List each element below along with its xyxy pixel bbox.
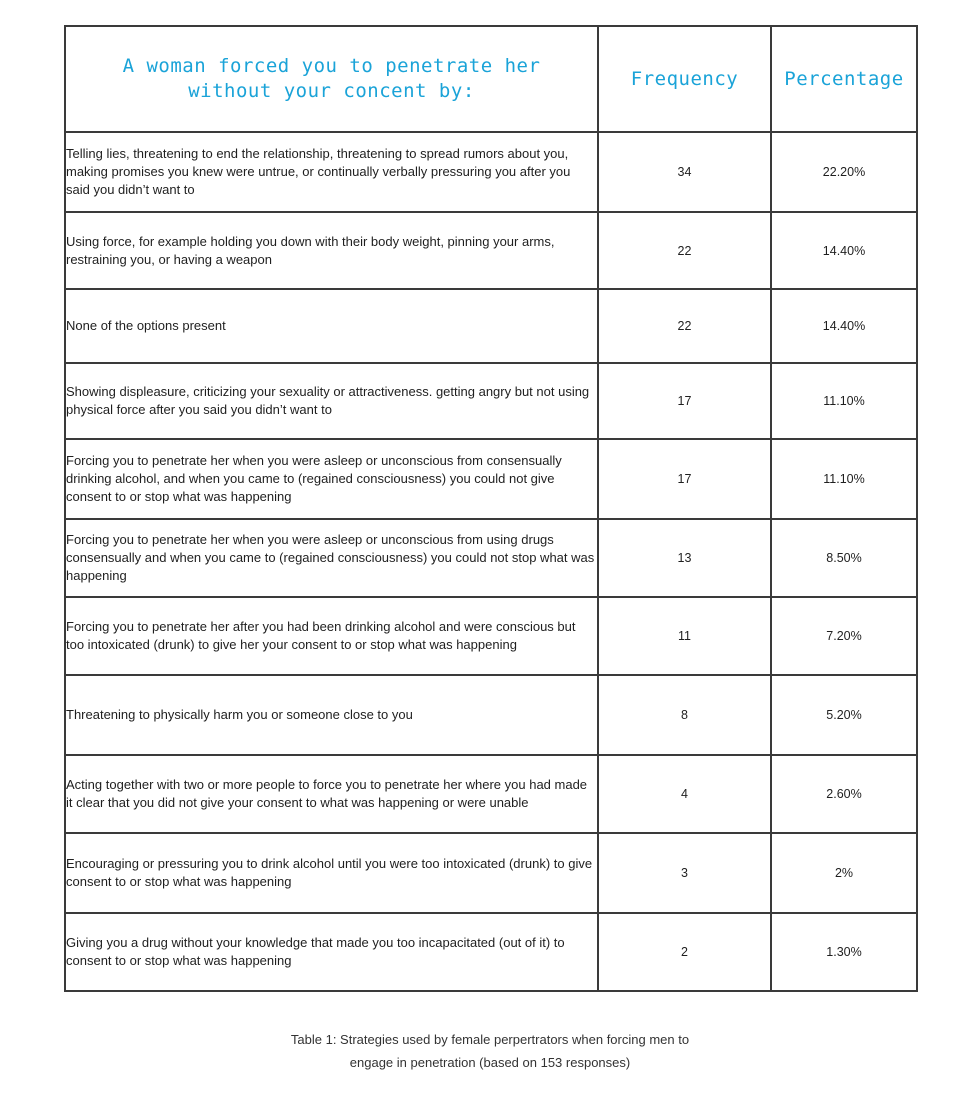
percentage-cell: 8.50% <box>771 519 917 597</box>
caption-line-1: Table 1: Strategies used by female perpertrators when forcing men to <box>290 1032 690 1047</box>
strategy-description: Forcing you to penetrate her after you had been drinking alcohol and were conscious but too intoxicated (drunk) to give her your consent to or stop what was happening <box>65 597 598 675</box>
percentage-cell: 7.20% <box>771 597 917 675</box>
strategy-description: Threatening to physically harm you or someone close to you <box>65 675 598 755</box>
strategy-description: Giving you a drug without your knowledge that made you too incapacitated (out of it) to consent to or stop what was happening <box>65 913 598 991</box>
table-row <box>65 132 917 212</box>
percentage-header: Percentage <box>771 26 917 132</box>
frequency-cell: 4 <box>598 755 771 833</box>
table-row <box>65 212 917 289</box>
frequency-cell: 11 <box>598 597 771 675</box>
strategy-description: Forcing you to penetrate her when you were asleep or unconscious from using drugs consensually and when you came to (regained consciousness) you could not stop what was happening <box>65 519 598 597</box>
table-header-row <box>65 26 917 132</box>
strategy-description: Acting together with two or more people to force you to penetrate her where you had made it clear that you did not give your consent to what was happening or were unable <box>65 755 598 833</box>
caption-line-2: engage in penetration (based on 153 responses) <box>349 1055 631 1070</box>
frequency-cell: 3 <box>598 833 771 913</box>
percentage-cell: 14.40% <box>771 212 917 289</box>
strategy-description: Showing displeasure, criticizing your sexuality or attractiveness. getting angry but not using physical force after you said you didn’t want to <box>65 363 598 439</box>
table-row <box>65 755 917 833</box>
question-header: A woman forced you to penetrate her without your concent by: <box>65 26 598 132</box>
frequency-cell: 22 <box>598 289 771 363</box>
percentage-cell: 5.20% <box>771 675 917 755</box>
frequency-cell: 17 <box>598 439 771 519</box>
percentage-cell: 2.60% <box>771 755 917 833</box>
frequency-cell: 17 <box>598 363 771 439</box>
strategies-table <box>64 25 918 992</box>
percentage-cell: 1.30% <box>771 913 917 991</box>
frequency-cell: 34 <box>598 132 771 212</box>
table-row <box>65 597 917 675</box>
table-row <box>65 833 917 913</box>
percentage-cell: 2% <box>771 833 917 913</box>
frequency-cell: 8 <box>598 675 771 755</box>
percentage-cell: 22.20% <box>771 132 917 212</box>
table-row <box>65 363 917 439</box>
strategy-description: Telling lies, threatening to end the relationship, threatening to spread rumors about you, making promises you knew were untrue, or continually verbally pressuring you after you said you didn’t want to <box>65 132 598 212</box>
strategy-description: Forcing you to penetrate her when you were asleep or unconscious from consensually drinking alcohol, and when you came to (regained consciousness) you could not give consent to or stop what was happening <box>65 439 598 519</box>
percentage-cell: 11.10% <box>771 439 917 519</box>
percentage-cell: 14.40% <box>771 289 917 363</box>
table-row <box>65 439 917 519</box>
strategy-description: Encouraging or pressuring you to drink alcohol until you were too intoxicated (drunk) to give consent to or stop what was happening <box>65 833 598 913</box>
table-caption <box>240 1028 740 1074</box>
percentage-cell: 11.10% <box>771 363 917 439</box>
frequency-cell: 22 <box>598 212 771 289</box>
frequency-cell: 13 <box>598 519 771 597</box>
table-row <box>65 519 917 597</box>
frequency-header: Frequency <box>598 26 771 132</box>
table-row <box>65 675 917 755</box>
strategy-description: Using force, for example holding you down with their body weight, pinning your arms, restraining you, or having a weapon <box>65 212 598 289</box>
table-row <box>65 289 917 363</box>
strategy-description: None of the options present <box>65 289 598 363</box>
frequency-cell: 2 <box>598 913 771 991</box>
table-row <box>65 913 917 991</box>
